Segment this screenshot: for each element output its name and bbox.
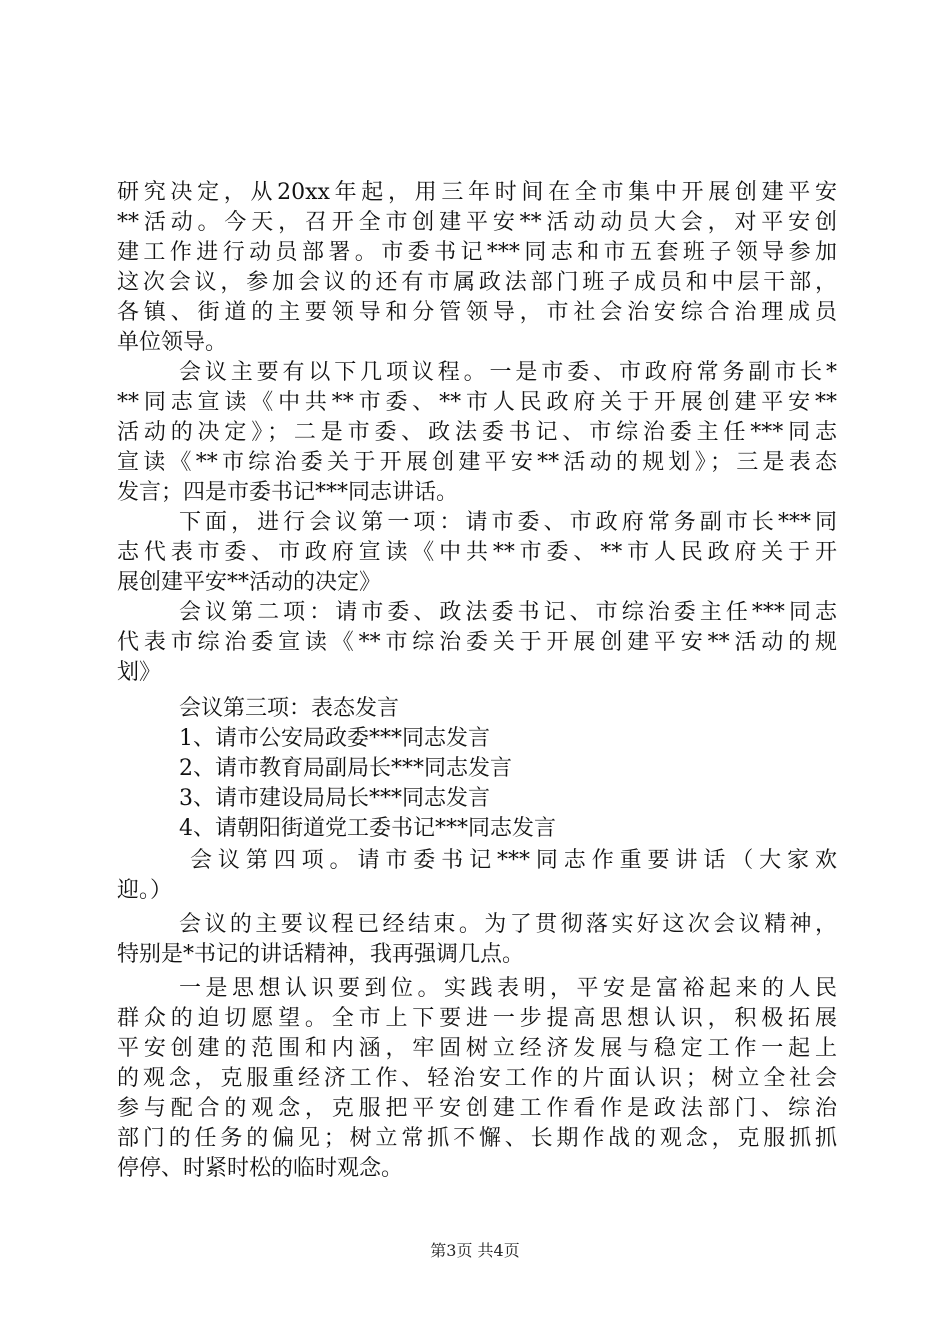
text-line: 会议主要有以下几项议程。一是市委、市政府常务副市长*: [179, 360, 837, 385]
text-line: 停停、时紧时松的临时观念。: [117, 1156, 404, 1181]
page-footer: 第3页 共4页: [430, 1241, 520, 1260]
text-line: 志代表市委、市政府宣读《中共**市委、**市人民政府关于开: [117, 540, 837, 565]
text-line: 单位领导。: [117, 330, 228, 355]
list-item: 2、请市教育局副局长***同志发言: [179, 756, 512, 781]
text-line: 这次会议，参加会议的还有市属政法部门班子成员和中层干部，: [117, 270, 837, 295]
text-line: 参与配合的观念，克服把平安创建工作看作是政法部门、综治: [117, 1096, 837, 1121]
text-line: 迎。）: [117, 878, 173, 903]
text-line: 发言；四是市委书记***同志讲话。: [117, 480, 459, 505]
text-line: 各镇、街道的主要领导和分管领导，市社会治安综合治理成员: [117, 300, 837, 325]
text-line: 建工作进行动员部署。市委书记***同志和市五套班子领导参加: [117, 240, 837, 265]
list-item: 3、请市建设局局长***同志发言: [179, 786, 490, 811]
text-line: **同志宣读《中共**市委、**市人民政府关于开展创建平安**: [117, 390, 837, 415]
text-line: 会议第四项。请市委书记***同志作重要讲话（大家欢: [190, 848, 837, 873]
text-line: 一是思想认识要到位。实践表明，平安是富裕起来的人民: [179, 976, 837, 1001]
text-line: 会议第三项：表态发言: [179, 696, 400, 721]
text-line: 展创建平安**活动的决定》: [117, 570, 382, 595]
text-line: 研究决定，从20xx年起，用三年时间在全市集中开展创建平安: [117, 180, 837, 205]
text-line: 活动的决定》；二是市委、政法委书记、市综治委主任***同志: [117, 420, 837, 445]
text-line: 的观念，克服重经济工作、轻治安工作的片面认识；树立全社会: [117, 1066, 837, 1091]
text-line: 划》: [117, 660, 162, 685]
text-line: 宣读《**市综治委关于开展创建平安**活动的规划》；三是表态: [117, 450, 837, 475]
text-line: 代表市综治委宣读《**市综治委关于开展创建平安**活动的规: [117, 630, 837, 655]
text-line: 会议第二项：请市委、政法委书记、市综治委主任***同志: [179, 600, 837, 625]
list-item: 1、请市公安局政委***同志发言: [179, 726, 490, 751]
text-line: 会议的主要议程已经结束。为了贯彻落实好这次会议精神，: [179, 912, 837, 937]
text-line: 平安创建的范围和内涵，牢固树立经济发展与稳定工作一起上: [117, 1036, 837, 1061]
text-line: 部门的任务的偏见；树立常抓不懈、长期作战的观念，克服抓抓: [117, 1126, 837, 1151]
text-line: 特别是*书记的讲话精神，我再强调几点。: [117, 942, 525, 967]
text-line: 下面，进行会议第一项：请市委、市政府常务副市长***同: [179, 510, 837, 535]
list-item: 4、请朝阳街道党工委书记***同志发言: [179, 816, 556, 841]
text-line: 群众的迫切愿望。全市上下要进一步提高思想认识，积极拓展: [117, 1006, 837, 1031]
text-line: **活动。今天，召开全市创建平安**活动动员大会，对平安创: [117, 210, 837, 235]
